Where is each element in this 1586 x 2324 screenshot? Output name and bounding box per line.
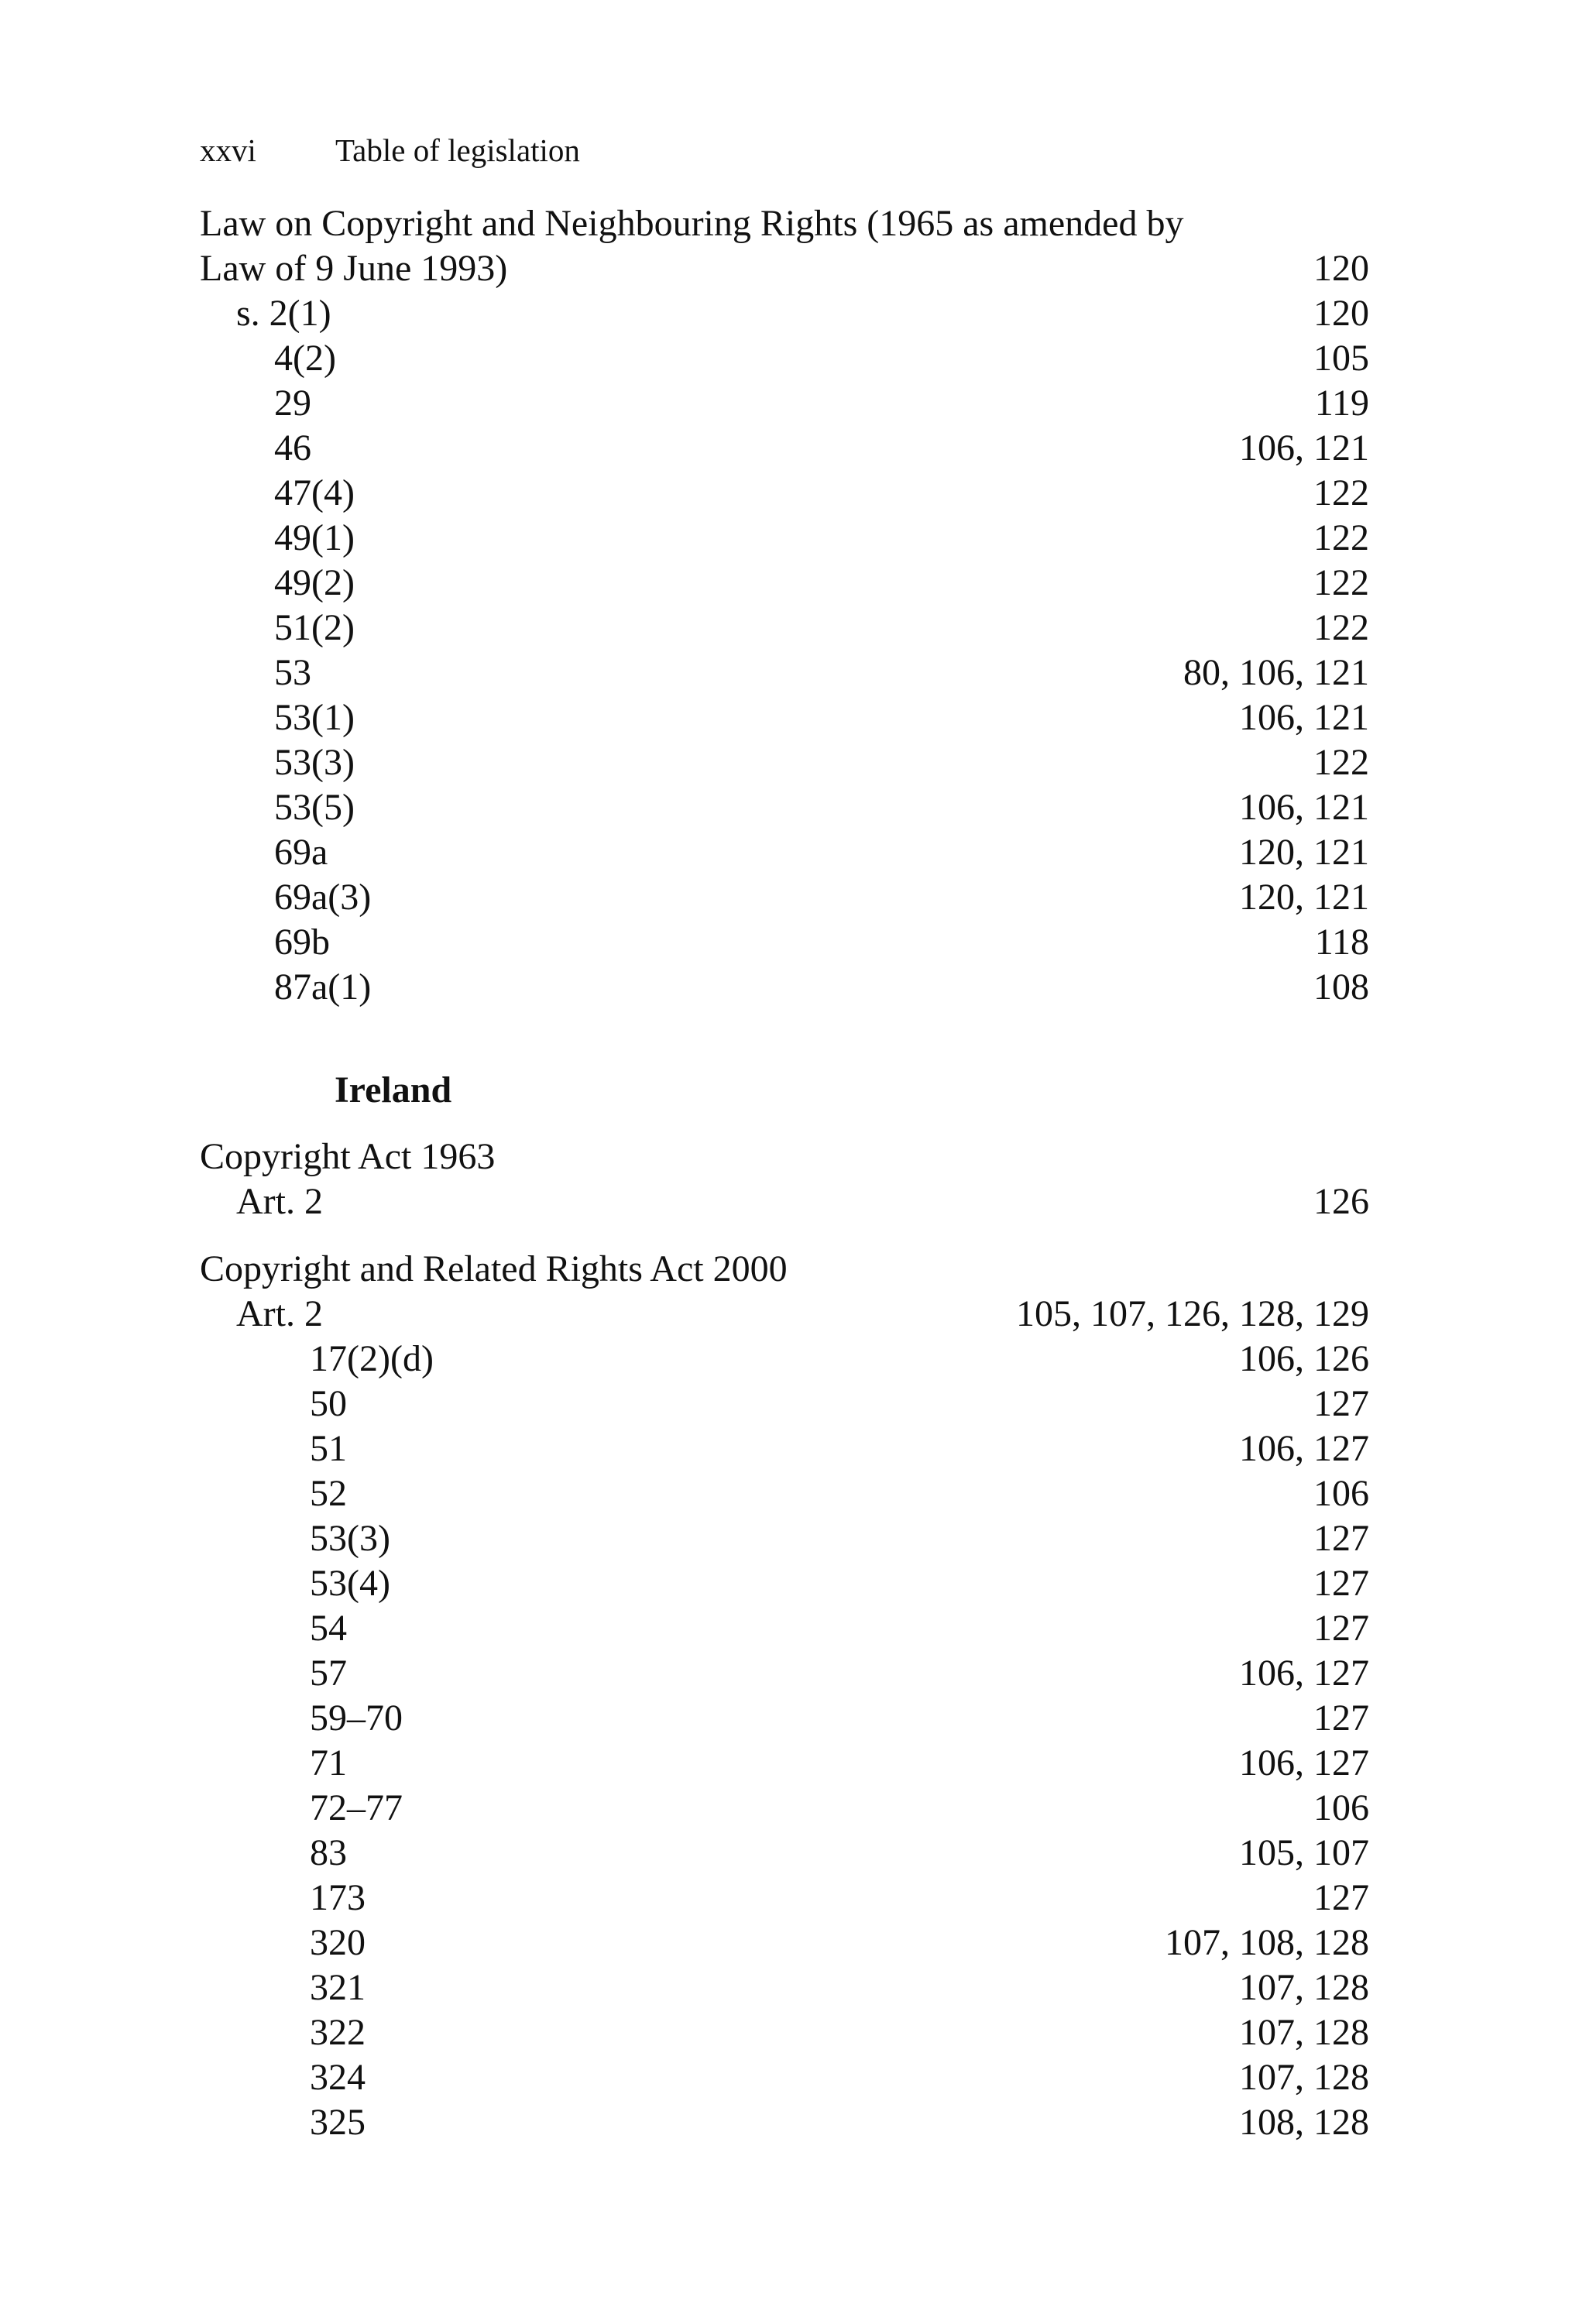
page-refs: 106, 127 bbox=[1239, 1428, 1369, 1469]
entry-title-line bbox=[200, 246, 1369, 291]
provision-label: 57 bbox=[310, 1653, 347, 1694]
table-row bbox=[200, 875, 1369, 920]
page-refs: 105, 107 bbox=[1239, 1832, 1369, 1873]
page-refs: 106, 121 bbox=[1239, 697, 1369, 738]
page-refs: 127 bbox=[1313, 1563, 1369, 1604]
act-copyright-1963 bbox=[200, 1135, 1369, 1224]
entry-list bbox=[200, 291, 1369, 1010]
table-row bbox=[200, 1741, 1369, 1786]
provision-label: Art. 2 bbox=[236, 1293, 323, 1334]
law-copyright-neighbouring-rights bbox=[200, 201, 1369, 1010]
page-refs: 107, 128 bbox=[1239, 1967, 1369, 2008]
provision-label: 46 bbox=[274, 427, 311, 469]
page-refs: 105, 107, 126, 128, 129 bbox=[1016, 1293, 1369, 1334]
table-row bbox=[200, 920, 1369, 965]
entry-title: Copyright Act 1963 bbox=[200, 1136, 496, 1177]
table-row bbox=[200, 785, 1369, 830]
table-row bbox=[200, 965, 1369, 1010]
table-row bbox=[200, 381, 1369, 426]
page-refs: 119 bbox=[1314, 383, 1369, 424]
provision-label: 50 bbox=[310, 1383, 347, 1424]
table-row bbox=[200, 1921, 1369, 1965]
page-refs: 122 bbox=[1313, 607, 1369, 648]
page-refs: 120, 121 bbox=[1239, 877, 1369, 918]
table-row bbox=[200, 1876, 1369, 1921]
page-refs: 122 bbox=[1313, 742, 1369, 783]
page-refs: 106, 127 bbox=[1239, 1653, 1369, 1694]
provision-label: 69a(3) bbox=[274, 877, 372, 918]
table-row bbox=[200, 291, 1369, 336]
provision-label: s. 2(1) bbox=[236, 293, 331, 334]
table-row bbox=[200, 1606, 1369, 1651]
provision-label: 320 bbox=[310, 1922, 366, 1963]
running-head-title: Table of legislation bbox=[335, 132, 580, 168]
page-refs: 122 bbox=[1313, 562, 1369, 603]
provision-label: 69b bbox=[274, 922, 330, 963]
provision-label: 325 bbox=[310, 2102, 366, 2143]
provision-label: 173 bbox=[310, 1877, 366, 1918]
provision-label: 54 bbox=[310, 1608, 347, 1649]
entry-list bbox=[200, 1292, 1369, 2145]
page-refs: 120 bbox=[1313, 293, 1369, 334]
entry-list bbox=[200, 1179, 1369, 1224]
page-refs: 106 bbox=[1313, 1473, 1369, 1514]
page-refs: 106, 126 bbox=[1239, 1338, 1369, 1379]
provision-label: 53(3) bbox=[274, 742, 355, 783]
provision-label: 49(2) bbox=[274, 562, 355, 603]
page-refs: 127 bbox=[1313, 1518, 1369, 1559]
page-refs: 106, 127 bbox=[1239, 1742, 1369, 1783]
table-row bbox=[200, 1831, 1369, 1876]
act-copyright-related-rights-2000 bbox=[200, 1247, 1369, 2145]
entry-title-line bbox=[200, 201, 1369, 246]
provision-label: 83 bbox=[310, 1832, 347, 1873]
page-refs: 80, 106, 121 bbox=[1183, 652, 1369, 693]
table-row bbox=[200, 471, 1369, 516]
entry-title-line bbox=[200, 1247, 1369, 1292]
provision-label: 53(5) bbox=[274, 787, 355, 828]
entry-title: Law of 9 June 1993) bbox=[200, 248, 508, 289]
table-row bbox=[200, 516, 1369, 561]
table-row bbox=[200, 606, 1369, 651]
provision-label: 52 bbox=[310, 1473, 347, 1514]
provision-label: 51 bbox=[310, 1428, 347, 1469]
section-heading-ireland: Ireland bbox=[335, 1069, 452, 1111]
table-row bbox=[200, 1337, 1369, 1382]
provision-label: 47(4) bbox=[274, 472, 355, 513]
page-refs: 122 bbox=[1313, 472, 1369, 513]
provision-label: 49(1) bbox=[274, 517, 355, 558]
page-refs: 108, 128 bbox=[1239, 2102, 1369, 2143]
page-refs: 127 bbox=[1313, 1608, 1369, 1649]
table-row bbox=[200, 336, 1369, 381]
provision-label: 71 bbox=[310, 1742, 347, 1783]
table-row bbox=[200, 2100, 1369, 2145]
entry-title: Copyright and Related Rights Act 2000 bbox=[200, 1248, 788, 1289]
provision-label: 322 bbox=[310, 2012, 366, 2053]
table-row bbox=[200, 1471, 1369, 1516]
page-refs: 120, 121 bbox=[1239, 832, 1369, 873]
page-refs: 105 bbox=[1313, 338, 1369, 379]
page-refs: 120 bbox=[1313, 248, 1369, 289]
provision-label: 53 bbox=[274, 652, 311, 693]
table-row bbox=[200, 695, 1369, 740]
provision-label: 324 bbox=[310, 2057, 366, 2098]
table-row bbox=[200, 1696, 1369, 1741]
table-row bbox=[200, 740, 1369, 785]
table-row bbox=[200, 1786, 1369, 1831]
page-number: xxvi bbox=[200, 132, 256, 168]
table-row bbox=[200, 1651, 1369, 1696]
provision-label: 87a(1) bbox=[274, 966, 372, 1008]
page-refs: 106 bbox=[1313, 1787, 1369, 1828]
table-row bbox=[200, 2055, 1369, 2100]
table-row bbox=[200, 1516, 1369, 1561]
page-refs: 127 bbox=[1313, 1877, 1369, 1918]
table-row bbox=[200, 2010, 1369, 2055]
provision-label: Art. 2 bbox=[236, 1181, 323, 1222]
table-row bbox=[200, 651, 1369, 695]
page-refs: 106, 121 bbox=[1239, 787, 1369, 828]
provision-label: 17(2)(d) bbox=[310, 1338, 434, 1379]
provision-label: 59–70 bbox=[310, 1698, 403, 1739]
table-row bbox=[200, 426, 1369, 471]
table-row bbox=[200, 1382, 1369, 1426]
table-row bbox=[200, 1965, 1369, 2010]
provision-label: 321 bbox=[310, 1967, 366, 2008]
page-refs: 118 bbox=[1314, 922, 1369, 963]
table-row bbox=[200, 561, 1369, 606]
entry-title: Law on Copyright and Neighbouring Rights (1965 as amended by bbox=[200, 203, 1184, 244]
table-row bbox=[200, 1426, 1369, 1471]
page-refs: 108 bbox=[1313, 966, 1369, 1008]
table-row bbox=[200, 1179, 1369, 1224]
page-refs: 122 bbox=[1313, 517, 1369, 558]
page-refs: 127 bbox=[1313, 1383, 1369, 1424]
running-head bbox=[200, 127, 580, 173]
table-row bbox=[200, 830, 1369, 875]
provision-label: 53(1) bbox=[274, 697, 355, 738]
provision-label: 72–77 bbox=[310, 1787, 403, 1828]
provision-label: 53(3) bbox=[310, 1518, 390, 1559]
provision-label: 53(4) bbox=[310, 1563, 390, 1604]
page-refs: 107, 108, 128 bbox=[1165, 1922, 1369, 1963]
page-refs: 126 bbox=[1313, 1181, 1369, 1222]
provision-label: 29 bbox=[274, 383, 311, 424]
page-refs: 106, 121 bbox=[1239, 427, 1369, 469]
entry-title-line bbox=[200, 1135, 1369, 1179]
table-row bbox=[200, 1561, 1369, 1606]
page-refs: 107, 128 bbox=[1239, 2012, 1369, 2053]
page-refs: 127 bbox=[1313, 1698, 1369, 1739]
provision-label: 69a bbox=[274, 832, 328, 873]
table-row bbox=[200, 1292, 1369, 1337]
provision-label: 51(2) bbox=[274, 607, 355, 648]
page-refs: 107, 128 bbox=[1239, 2057, 1369, 2098]
provision-label: 4(2) bbox=[274, 338, 336, 379]
